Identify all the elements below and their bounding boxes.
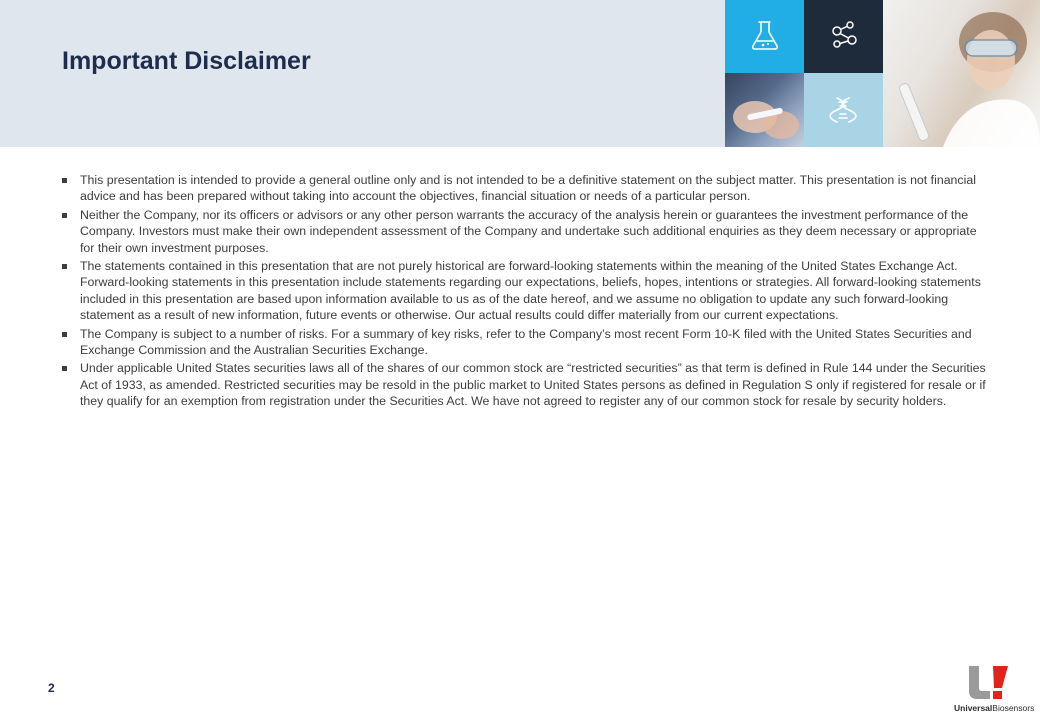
flask-icon (725, 0, 804, 73)
bullet-text: The Company is subject to a number of risks. For a summary of key risks, refer to the Company’s most recent Form 10-K filed with the United States Securities and Exchange Commission and the Australian Securities Exchange. (80, 326, 972, 358)
list-item (62, 360, 992, 409)
bullet-text: Under applicable United States securities laws all of the shares of our common stock are “restricted securities” as that term is defined in Rule 144 under the Securities Act of 1933, as amended. Restricted securities may be resold in the public market to United States persons as defined in Regulation S only if registered for resale or if they qualify for an exemption from registration under the Securities Act. We have not agreed to register any of our common stock for resale by security holders. (80, 361, 986, 409)
bullet-text: Neither the Company, nor its officers or advisors or any other person warrants the accuracy of the analysis herein or guarantees the investment performance of the Company. Investors must make their own independent assessment of the Company and undertake such additional enquiries as they deem necessary or appropriate for their own investment purposes. (80, 207, 977, 255)
disclaimer-list (62, 172, 992, 412)
lab-photo-hands (725, 73, 804, 147)
list-item (62, 207, 992, 256)
slide-header (0, 0, 1040, 147)
list-item (62, 326, 992, 359)
list-item (62, 258, 992, 324)
logo-wordmark (954, 703, 1034, 713)
flask-tile (725, 0, 804, 73)
dna-icon (804, 73, 883, 147)
page-number: 2 (48, 681, 55, 695)
company-logo (950, 662, 1035, 714)
logo-brand-bold: Universal (954, 703, 993, 713)
list-item (62, 172, 992, 205)
slide-title: Important Disclaimer (62, 47, 311, 75)
logo-mark-icon (968, 664, 1010, 700)
bullet-square-icon (62, 332, 67, 337)
lab-photo-scientist (883, 0, 1040, 147)
bullet-square-icon (62, 366, 67, 371)
dna-tile (804, 73, 883, 147)
bullet-square-icon (62, 178, 67, 183)
bullet-square-icon (62, 264, 67, 269)
logo-brand-regular: Biosensors (992, 703, 1035, 713)
bullet-text: This presentation is intended to provide a general outline only and is not intended to be a definitive statement on the subject matter. This presentation is not financial advice and has been prepared without taking into account the objectives, financial situation or needs of a particular person. (80, 173, 976, 204)
bullet-square-icon (62, 213, 67, 218)
molecule-tile (804, 0, 883, 73)
bullet-text: The statements contained in this presentation that are not purely historical are forward-looking statements within the meaning of the United States Exchange Act. Forward-looking statements in this presentation include statements regarding our expectations, beliefs, hopes, intentions or strategies. All forward-looking statements included in this presentation are based upon information available to us as of the date hereof, and we assume no obligation to update any such forward-looking statement as a result of new information, future events or otherwise. Our actual results could differ materially from our current expectations. (80, 259, 981, 323)
molecule-icon (804, 0, 883, 73)
